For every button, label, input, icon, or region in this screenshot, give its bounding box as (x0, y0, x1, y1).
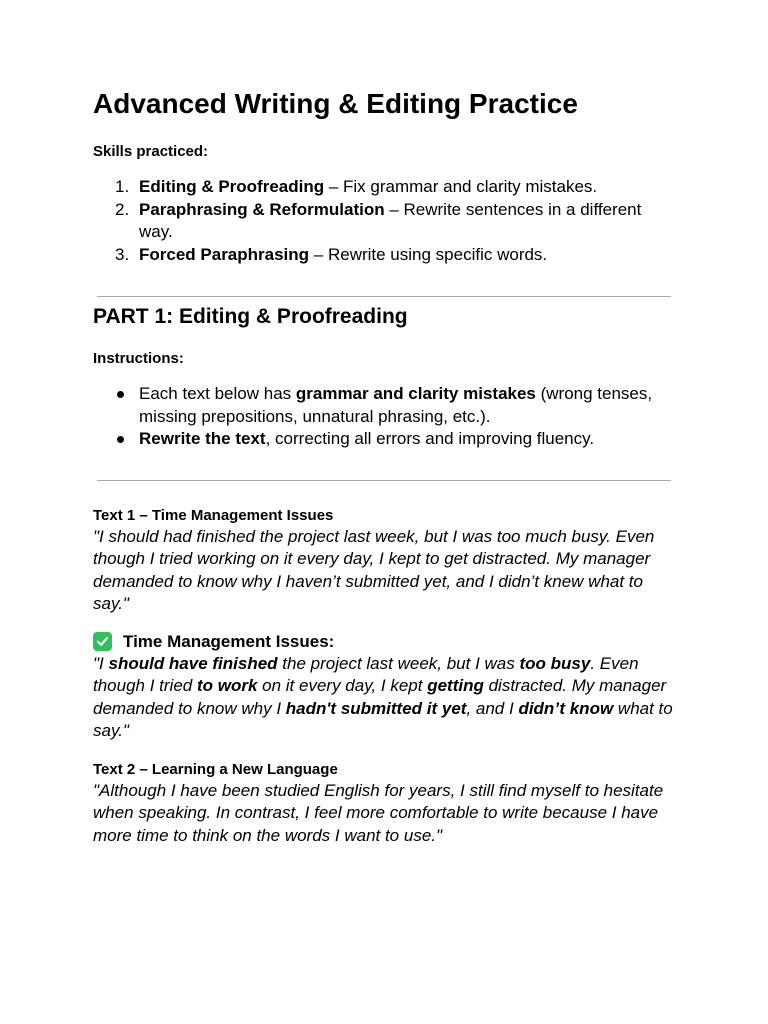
correction: hadn't submitted it yet (285, 698, 467, 718)
answer-text: , and I (466, 698, 519, 718)
text-2-heading: Text 2 – Learning a New Language (93, 760, 338, 778)
text-2-quote: "Although I have been studied English for years, I still find myself to hesitate when speaking. In contrast, I feel more comfortable to write because I have more time to think on the words I want to use." (93, 780, 664, 845)
correction: too busy (519, 653, 591, 673)
skills-list-item (93, 244, 675, 267)
instructions-list (93, 383, 675, 451)
skill-description: – Fix grammar and clarity mistakes. (324, 177, 598, 196)
skill-name: Forced Paraphrasing (139, 244, 310, 264)
answer-heading (93, 631, 675, 653)
page-title: Advanced Writing & Editing Practice (93, 88, 578, 119)
answer-text: "I (93, 653, 109, 673)
answer-text: on it every day, I kept (257, 676, 428, 695)
horizontal-divider (97, 296, 671, 297)
instructions-list-item (93, 428, 675, 451)
section-title: PART 1: Editing & Proofreading (93, 305, 408, 328)
answer-text: . Even though I tried (93, 653, 639, 695)
correction: getting (427, 676, 484, 695)
correction: should have finished (108, 653, 278, 673)
instruction-text: , correcting all errors and improving fluency. (265, 429, 595, 448)
horizontal-divider (97, 480, 671, 481)
instructions-list-item (93, 383, 675, 428)
answer-text: the project last week, but I was (277, 653, 520, 673)
answer-text: distracted. My manager demanded to know why I (93, 676, 667, 718)
skill-description: – Rewrite using specific words. (309, 244, 548, 264)
instruction-emphasis: Rewrite the text (139, 429, 266, 448)
check-mark-icon (93, 632, 112, 651)
instruction-text: Each text below has (139, 384, 296, 403)
text-1-heading: Text 1 – Time Management Issues (93, 506, 334, 524)
skill-name: Paraphrasing & Reformulation (139, 199, 385, 219)
answer-title: Time Management Issues: (123, 631, 335, 651)
correction: didn’t know (518, 698, 614, 718)
text-1-quote: "I should had finished the project last week, but I was too much busy. Even though I tried working on it every day, I kept to get distracted. My manager demanded to know why I haven’t submitted yet, and I didn’t knew what to say." (93, 526, 655, 613)
skill-name: Editing & Proofreading (139, 177, 325, 196)
correction: to work (196, 676, 258, 695)
skills-list-item (93, 199, 675, 244)
instruction-text: (wrong tenses, missing prepositions, unnatural phrasing, etc.). (139, 384, 653, 426)
skills-label: Skills practiced: (93, 143, 209, 160)
skill-description: – Rewrite sentences in a different way. (139, 199, 642, 241)
text-1-corrected-quote (93, 653, 675, 743)
skills-list-item (93, 176, 675, 199)
list-number: 1. (115, 177, 130, 196)
skills-list (93, 176, 675, 266)
bullet-icon (117, 391, 124, 398)
bullet-icon (117, 436, 124, 443)
answer-text: what to say." (93, 698, 673, 740)
instructions-label: Instructions: (93, 350, 184, 367)
list-number: 2. (115, 199, 130, 219)
instruction-emphasis: grammar and clarity mistakes (295, 384, 536, 403)
list-number: 3. (115, 244, 130, 264)
